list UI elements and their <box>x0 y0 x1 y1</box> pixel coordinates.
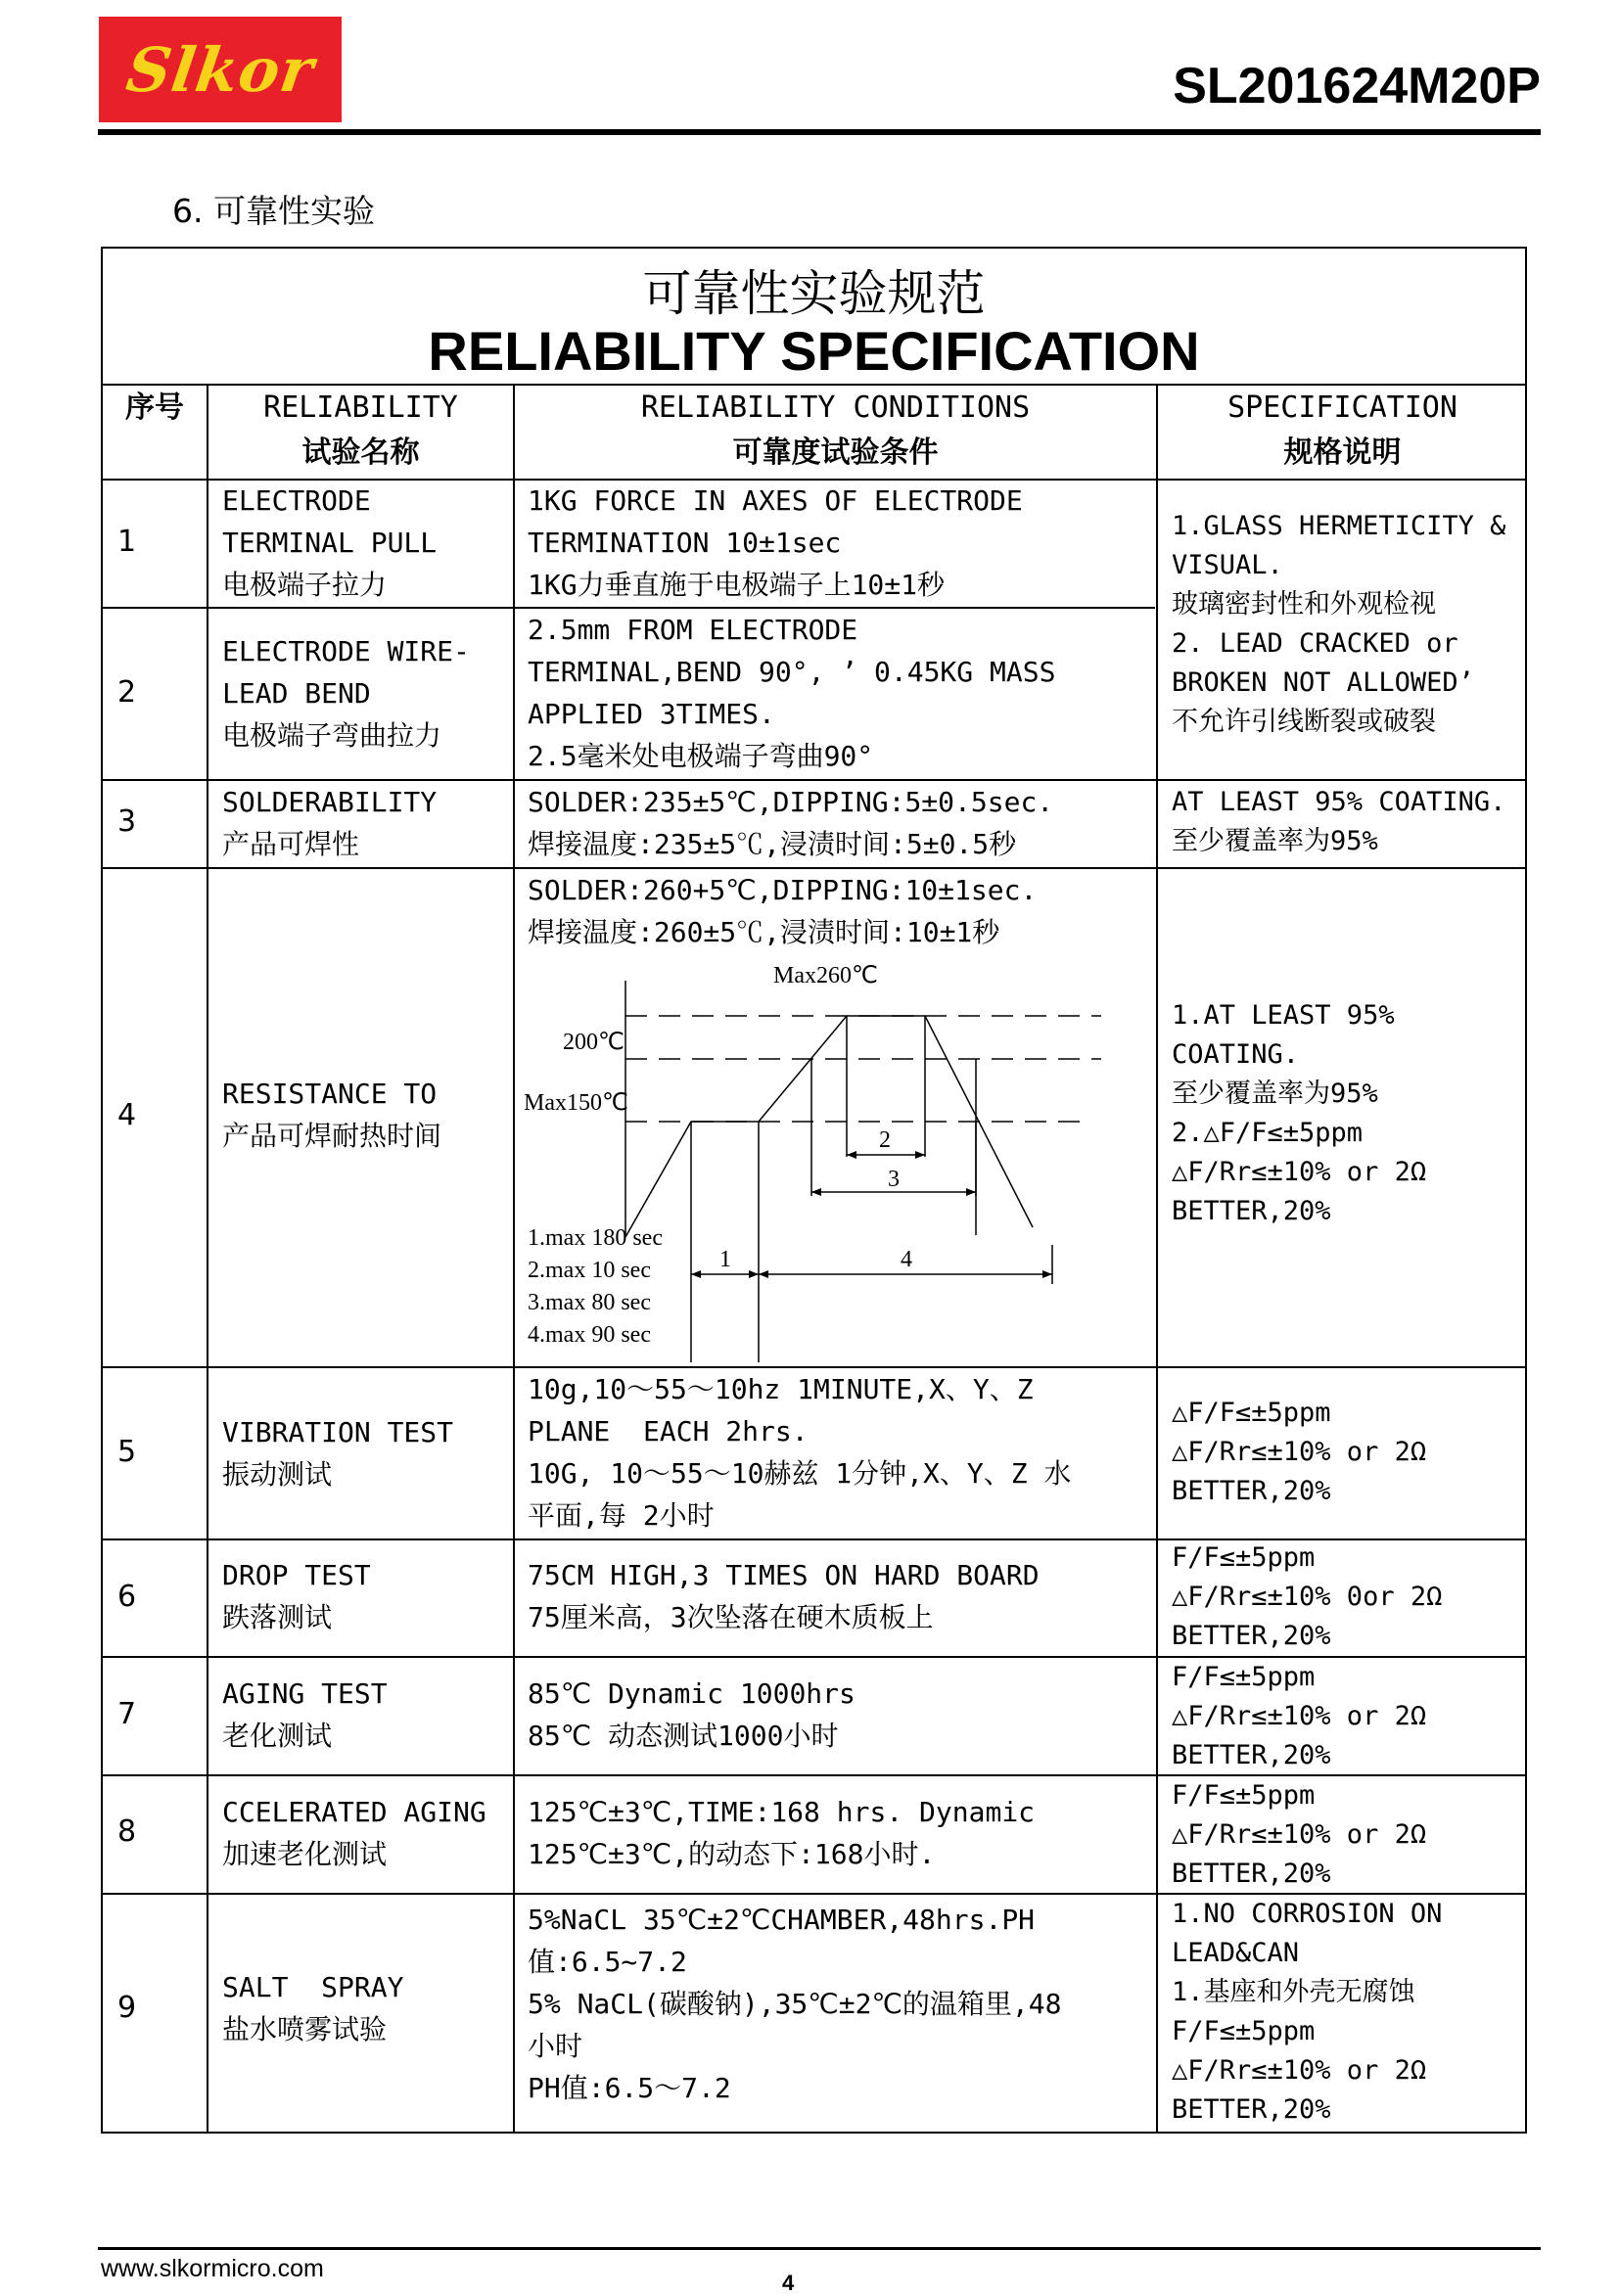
test-item: SALT SPRAY 盐水喷雾试验 <box>222 1971 404 2045</box>
col-header-conditions: RELIABILITY CONDITIONS 可靠度试验条件 <box>640 390 1031 470</box>
reliability-table <box>101 247 1527 2134</box>
section-title: 6. 可靠性实验 <box>172 192 375 230</box>
col-header-no: 序号 <box>125 390 184 425</box>
footer-rule <box>98 2247 1541 2250</box>
test-item: CCELERATED AGING 加速老化测试 <box>222 1796 486 1870</box>
test-item: AGING TEST 老化测试 <box>222 1677 388 1752</box>
test-conditions: 10g,10～55～10hz 1MINUTE,X、Y、Z PLANE EACH 2hrs. 10G, 10～55～10赫兹 1分钟,X、Y、Z 水 平面,每 2小时 <box>528 1373 1072 1532</box>
test-spec: AT LEAST 95% COATING. 至少覆盖率为95% <box>1172 787 1506 856</box>
logo-text: Slkor <box>121 33 319 106</box>
part-number: SL201624M20P <box>1173 58 1541 115</box>
footer-url[interactable]: www.slkormicro.com <box>101 2255 324 2282</box>
test-item: VIBRATION TEST 振动测试 <box>222 1416 454 1491</box>
col-divider <box>513 384 515 2132</box>
test-item: RESISTANCE TO 产品可焊耐热时间 <box>222 1078 442 1152</box>
test-conditions: 1KG FORCE IN AXES OF ELECTRODE TERMINATION 10±1sec 1KG力垂直施于电极端子上10±1秒 <box>528 484 1023 601</box>
test-spec: F/F≤±5ppm △F/Rr≤±10% or 2Ω BETTER,20% <box>1172 1662 1427 1770</box>
col-divider <box>1156 384 1158 2132</box>
legend-3: 3.max 80 sec <box>528 1290 651 1315</box>
test-item: ELECTRODE TERMINAL PULL 电极端子拉力 <box>222 484 438 601</box>
label-seg2: 2 <box>879 1127 891 1153</box>
legend-1: 1.max 180 sec <box>528 1225 663 1251</box>
legend-4: 4.max 90 sec <box>528 1322 651 1348</box>
row-number: 5 <box>117 1435 137 1469</box>
col-header-spec: SPECIFICATION 规格说明 <box>1227 390 1457 470</box>
test-conditions: 85℃ Dynamic 1000hrs 85℃ 动态测试1000小时 <box>528 1677 856 1752</box>
row-number: 9 <box>117 1991 137 2025</box>
row-number: 7 <box>117 1697 137 1731</box>
brand-logo <box>99 17 342 122</box>
table-title-cn: 可靠性实验规范 <box>642 265 986 322</box>
label-seg3: 3 <box>888 1167 900 1192</box>
test-conditions: SOLDER:235±5℃,DIPPING:5±0.5sec. 焊接温度:235±5℃,浸渍时间:5±0.5秒 <box>528 786 1054 860</box>
test-spec: △F/F≤±5ppm △F/Rr≤±10% or 2Ω BETTER,20% <box>1172 1398 1427 1506</box>
row-number: 4 <box>117 1098 137 1132</box>
profile-curve <box>625 1016 1033 1237</box>
page-number: 4 <box>782 2271 795 2295</box>
label-200: 200℃ <box>563 1030 624 1055</box>
test-conditions: 2.5mm FROM ELECTRODE TERMINAL,BEND 90°, ’ 0.45KG MASS APPLIED 3TIMES. 2.5毫米处电极端子弯曲90° <box>528 614 1056 772</box>
test-conditions: 5%NaCL 35℃±2℃CHAMBER,48hrs.PH 值:6.5~7.2 5% NaCL(碳酸钠),35℃±2℃的温箱里,48 小时 PH值:6.5～7.2 <box>528 1904 1062 2104</box>
label-seg4: 4 <box>901 1247 912 1272</box>
col-header-reliability: RELIABILITY 试验名称 <box>263 390 458 470</box>
label-max260: Max260℃ <box>773 963 878 988</box>
test-conditions: 75CM HIGH,3 TIMES ON HARD BOARD 75厘米高，3次坠落在硬木质板上 <box>528 1559 1040 1633</box>
legend-2: 2.max 10 sec <box>528 1258 651 1283</box>
test-spec: 1.AT LEAST 95% COATING. 至少覆盖率为95% 2.△F/F≤±5ppm △F/Rr≤±10% or 2Ω BETTER,20% <box>1172 1000 1427 1226</box>
col-divider <box>207 384 208 2132</box>
table-title-en: RELIABILITY SPECIFICATION <box>428 320 1200 382</box>
solder-profile-diagram <box>524 951 1150 1362</box>
row-number: 2 <box>117 675 137 710</box>
test-spec: 1.GLASS HERMETICITY & VISUAL. 玻璃密封性和外观检视 2. LEAD CRACKED or BROKEN NOT ALLOWED’ 不允许引线断裂或破裂 <box>1172 511 1506 737</box>
test-spec: F/F≤±5ppm △F/Rr≤±10% 0or 2Ω BETTER,20% <box>1172 1542 1443 1651</box>
row-number: 8 <box>117 1814 137 1849</box>
test-item: ELECTRODE WIRE- LEAD BEND 电极端子弯曲拉力 <box>222 635 470 752</box>
test-item: SOLDERABILITY 产品可焊性 <box>222 786 438 860</box>
label-150: Max150℃ <box>524 1090 628 1116</box>
row-number: 6 <box>117 1580 137 1614</box>
test-conditions: 125℃±3℃,TIME:168 hrs. Dynamic 125℃±3℃,的动态下:168小时. <box>528 1796 1036 1870</box>
test-item: DROP TEST 跌落测试 <box>222 1559 371 1633</box>
test-conditions: SOLDER:260+5℃,DIPPING:10±1sec. 焊接温度:260±5℃,浸渍时间:10±1秒 <box>528 874 1038 948</box>
header-rule <box>98 129 1541 135</box>
row-number: 1 <box>117 525 137 559</box>
label-seg1: 1 <box>719 1247 731 1272</box>
row-number: 3 <box>117 804 137 839</box>
test-spec: 1.NO CORROSION ON LEAD&CAN 1.基座和外壳无腐蚀 F/F≤±5ppm △F/Rr≤±10% or 2Ω BETTER,20% <box>1172 1899 1443 2125</box>
test-spec: F/F≤±5ppm △F/Rr≤±10% or 2Ω BETTER,20% <box>1172 1780 1427 1889</box>
